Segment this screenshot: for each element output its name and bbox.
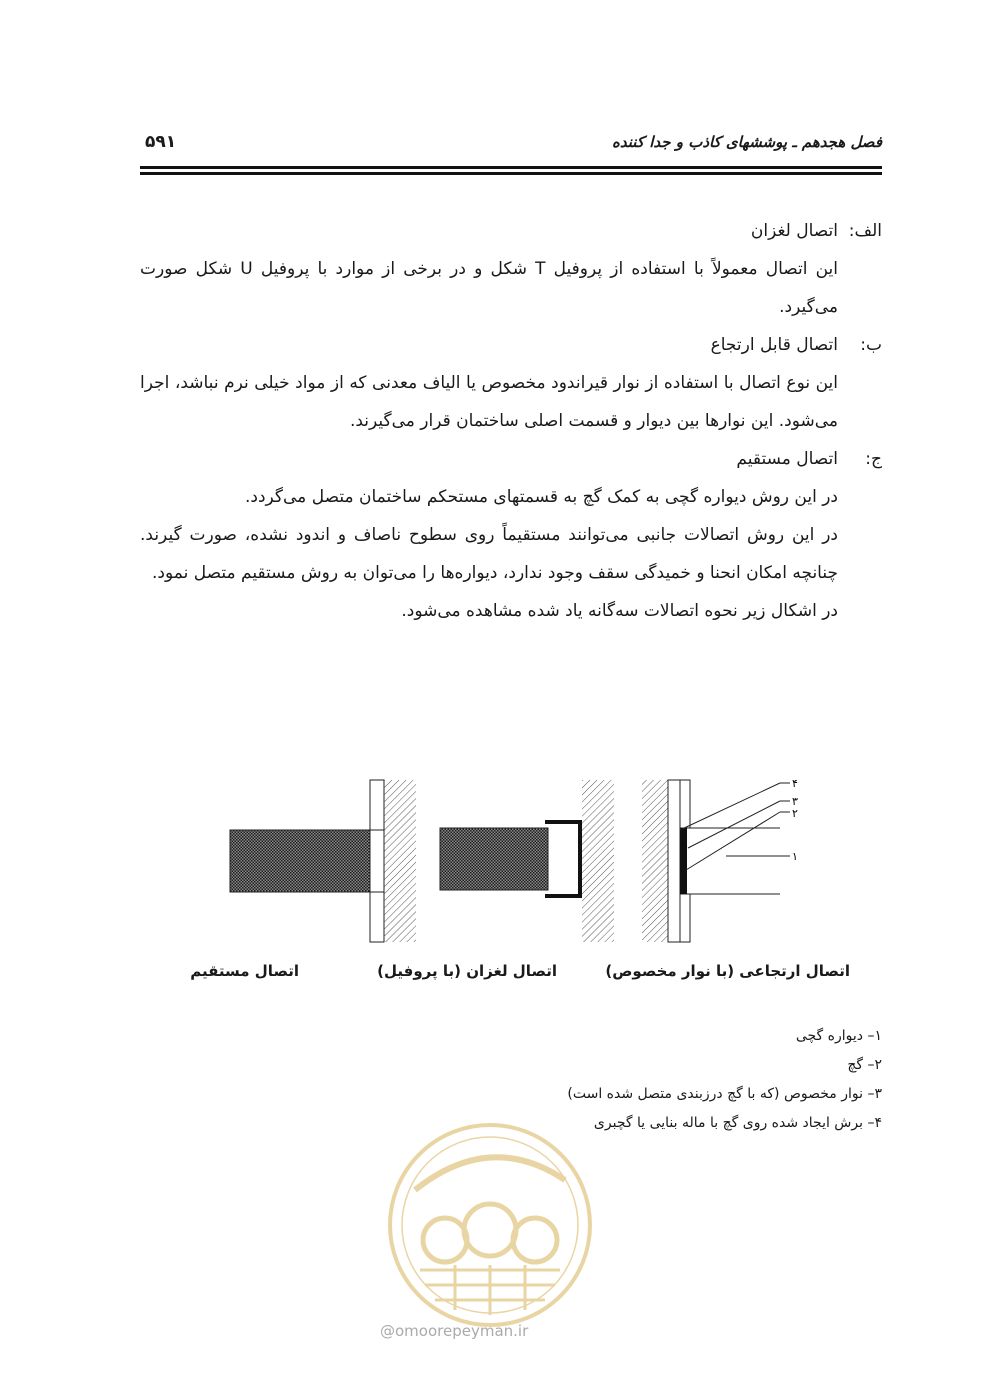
section-title: اتصال قابل ارتجاع [710, 335, 838, 355]
section-heading-a [140, 212, 882, 250]
figure-legend [567, 1022, 882, 1138]
section-label: ب: [860, 335, 882, 355]
page-number: ۵۹۱ [145, 132, 177, 152]
watermark-text: @omoorepeyman.ir [380, 1322, 529, 1340]
paragraph: این اتصال معمولاً با استفاده از پروفیل T شکل و در برخی از موارد با پروفیل U شکل صورت می‌گیرد. [140, 259, 839, 317]
legend-item: ۴– برش ایجاد شده روی گچ با ماله بنایی یا گچبری [593, 1115, 882, 1131]
legend-item: ۱– دیواره گچی [795, 1028, 882, 1044]
publisher-seal-logo [385, 1120, 595, 1330]
section-title: اتصال لغزان [750, 221, 838, 241]
callout-3: ۳ [792, 795, 798, 808]
header-rule-bottom [140, 172, 882, 175]
paragraph: این نوع اتصال با استفاده از نوار قیراندود مخصوص یا الیاف معدنی که از مواد خیلی نرم نباشد، اجرا می‌شود. این نوارها بین دیوار و قسمت اصلی ساختمان قرار می‌گیرند. [140, 373, 838, 431]
paragraph: در این روش دیواره گچی به کمک گچ به قسمتهای مستحکم ساختمان متصل می‌گردد. [245, 487, 838, 507]
callout-2: ۲ [792, 807, 798, 820]
section-label: ج: [865, 449, 882, 469]
joint-details-figure [140, 770, 882, 950]
direct-joint-diagram [230, 780, 416, 942]
section-label: الف: [848, 221, 882, 241]
caption-sliding-joint: اتصال لغزان (با پروفیل) [377, 962, 557, 980]
header-rule-top [140, 166, 882, 169]
body-text [140, 212, 882, 630]
section-heading-c [140, 440, 882, 478]
figure-captions [140, 962, 882, 986]
chapter-title: فصل هجدهم ـ پوششهای کاذب و جدا کننده [612, 133, 882, 151]
section-heading-b [140, 326, 882, 364]
paragraph: در این روش اتصالات جانبی می‌توانند مستقیماً روی سطوح ناصاف و اندود نشده، صورت گیرند. چنانچه امکان انحنا و خمیدگی سقف وجود ندارد، دیواره‌ها را می‌توان به روش مستقیم متصل نمود. [140, 525, 838, 583]
callout-4: ۴ [792, 777, 798, 790]
legend-item: ۲– گچ [847, 1057, 882, 1073]
legend-item: ۳– نوار مخصوص (که با گچ درزبندی متصل شده است) [567, 1086, 882, 1102]
caption-direct-joint: اتصال مستقیم [190, 962, 299, 980]
callout-1: ۱ [792, 850, 798, 863]
sliding-joint-diagram [440, 780, 614, 942]
caption-elastic-joint: اتصال ارتجاعی (با نوار مخصوص) [605, 962, 850, 980]
section-title: اتصال مستقیم [736, 449, 838, 469]
paragraph: در اشکال زیر نحوه اتصالات سه‌گانه یاد شده مشاهده می‌شود. [401, 601, 838, 621]
elastic-joint-diagram [642, 777, 798, 942]
